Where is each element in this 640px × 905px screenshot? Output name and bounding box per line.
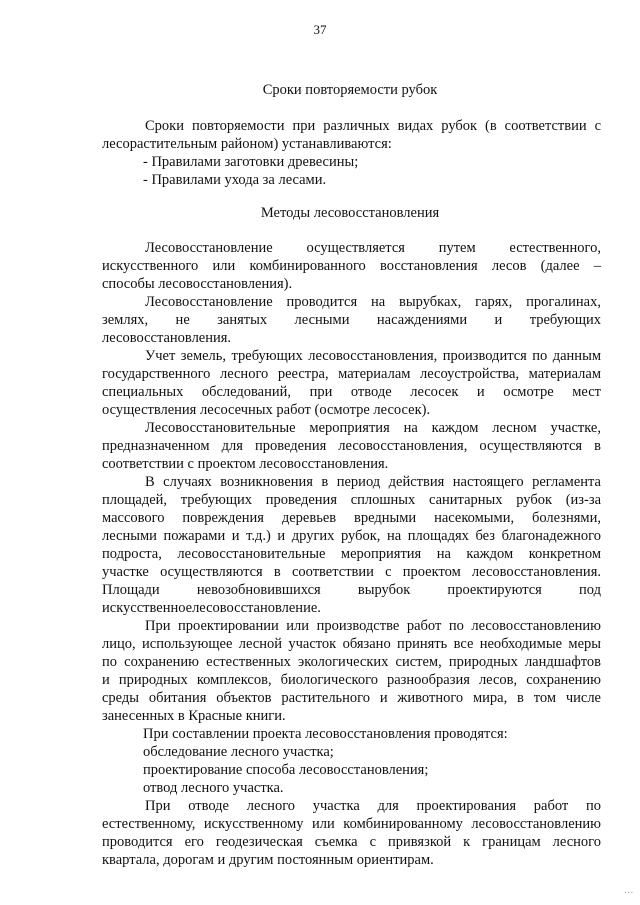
paragraph-line: квартала, дорогам и другим постоянным ориентирам. <box>102 852 434 868</box>
paragraph-line: При составлении проекта лесовосстановления проводятся: <box>143 726 508 742</box>
page-number: 37 <box>313 22 327 37</box>
paragraph-line: лицо, использующее лесной участок обязано принять все необходимые меры <box>102 636 601 652</box>
section-title-cutting-frequency: Сроки повторяемости рубок <box>262 82 438 98</box>
paragraph-line: соответствии с проектом лесовосстановления. <box>102 456 389 472</box>
paragraph-line: лесовосстановления. <box>102 330 232 346</box>
paragraph-line: лесорастительным районом) устанавливаются: <box>102 136 392 152</box>
paragraph-line: проводится его геодезическая съемка с привязкой к границам лесного <box>102 834 601 850</box>
section-title-reforestation-methods: Методы лесовосстановления <box>260 205 440 221</box>
paragraph-line: осуществления лесосечных работ (осмотре лесосек). <box>102 402 431 418</box>
paragraph-line: способы лесовосстановления). <box>102 276 293 292</box>
list-item: проектирование способа лесовосстановления; <box>143 762 429 778</box>
list-item: отвод лесного участка. <box>143 780 284 796</box>
paragraph-line: При отводе лесного участка для проектирования работ по <box>145 798 601 814</box>
list-item: - Правилами ухода за лесами. <box>143 172 327 188</box>
paragraph-line: предназначенном для проведения лесовосстановления, осуществляются в <box>102 438 601 454</box>
paragraph-line: площадей, требующих проведения сплошных санитарных рубок (из-за <box>102 492 601 508</box>
paragraph-line: Учет земель, требующих лесовосстановления, производится по данным <box>145 348 601 364</box>
paragraph-line: Лесовосстановительные мероприятия на каждом лесном участке, <box>145 420 601 436</box>
paragraph-line: искусственного или комбинированного восстановления лесов (далее – <box>102 258 601 274</box>
paragraph-line: лесными пожарами и т.д.) и других рубок, на площадях без благонадежного <box>102 528 601 544</box>
paragraph-line: естественному, искусственному или комбинированному лесовосстановлению <box>102 816 601 832</box>
paragraph-line: государственного лесного реестра, материалам лесоустройства, материалам <box>102 366 601 382</box>
paragraph-line: участке осуществляются в соответствии с проектом лесовосстановления. <box>102 564 601 580</box>
paragraph-line: искусственноелесовосстановление. <box>102 600 321 616</box>
paragraph-line: землях, не занятых лесными насаждениями и требующих <box>102 312 601 328</box>
paragraph-line: среды обитания объектов растительного и животного мира, в том числе <box>102 690 601 706</box>
paragraph-line: подроста, лесовосстановительные мероприятия на каждом конкретном <box>102 546 601 562</box>
paragraph-line: и природных комплексов, биологического разнообразия лесов, сохранению <box>102 672 601 688</box>
paragraph-line: Лесовосстановление осуществляется путем естественного, <box>145 240 601 256</box>
paragraph-line: Площади невозобновившихся вырубок проектируются под <box>102 582 601 598</box>
paragraph-line: занесенных в Красные книги. <box>102 708 286 724</box>
scan-corner-mark: ... <box>624 885 634 895</box>
paragraph-line: При проектировании или производстве работ по лесовосстановлению <box>145 618 601 634</box>
list-item: - Правилами заготовки древесины; <box>143 154 359 170</box>
paragraph-line: Сроки повторяемости при различных видах рубок (в соответствии с <box>145 118 601 134</box>
paragraph-line: В случаях возникновения в период действия настоящего регламента <box>145 474 601 490</box>
paragraph-line: массового повреждения деревьев вредными насекомыми, болезнями, <box>102 510 601 526</box>
list-item: обследование лесного участка; <box>143 744 334 760</box>
paragraph-line: специальных обследований, при отводе лесосек и осмотре мест <box>102 384 601 400</box>
paragraph-line: Лесовосстановление проводится на вырубках, гарях, прогалинах, <box>145 294 601 310</box>
paragraph-line: по сохранению естественных экологических систем, природных ландшафтов <box>102 654 601 670</box>
